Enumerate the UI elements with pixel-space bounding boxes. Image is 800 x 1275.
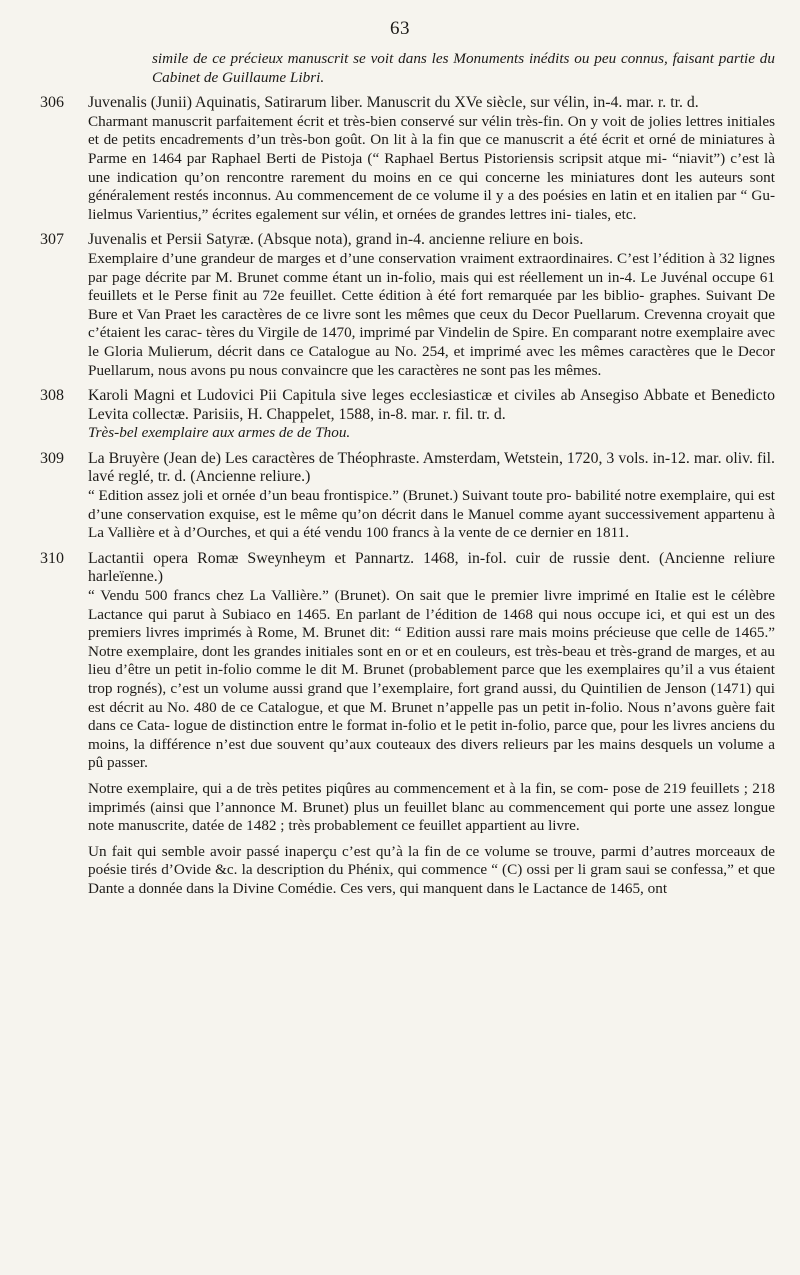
entry-heading [40,387,775,424]
entry-title: Juvenalis et Persii Satyræ. (Absque nota), grand in-4. ancienne reliure en bois. [88,231,584,249]
entry-number: 306 [40,94,64,112]
entry-title: La Bruyère (Jean de) Les caractères de Théophraste. Amsterdam, Wetstein, 1720, 3 vols. in-12. mar. oliv. fil. lavé reglé, tr. d. (Ancienne reliure.) [88,449,775,486]
entry-title: Juvenalis (Junii) Aquinatis, Satirarum liber. Manuscrit du XVe siècle, sur vélin, in-4. mar. r. tr. d. [88,94,699,112]
entry-title: Lactantii opera Romæ Sweynheym et Pannartz. 1468, in-fol. cuir de russie dent. (Ancienne reliure harleïenne.) [88,549,775,586]
catalogue-entry-309 [40,450,775,543]
entry-heading [40,94,775,113]
entry-description: “ Edition assez joli et ornée d’un beau frontispice.” (Brunet.) Suivant toute pro- babilité notre exemplaire, qui est d’une conservation exquise, est le même qu’on décrit dans le Manuel comme ayant successivement appartenu à La Vallière et à d’Ourches, et qui a été vendu 100 francs à la vente de ce dernier en 1811. [88,487,775,542]
entry-description: Notre exemplaire, qui a de très petites piqûres au commencement et à la fin, se com- pose de 219 feuillets ; 218 imprimés (ainsi que l’annonce M. Brunet) plus un feuillet blanc au commencement qui porte une assez longue note manuscrite, datée de 1482 ; très probablement ce feuillet appartient au livre. [88,779,775,835]
intro-paragraph: simile de ce précieux manuscrit se voit dans les Monuments inédits ou peu connus, faisant partie du Cabinet de Guillaume Libri. [152,50,775,86]
entry-number: 308 [40,387,64,405]
entry-description: Très-bel exemplaire aux armes de de Thou. [88,424,351,442]
entry-number: 309 [40,449,64,467]
catalogue-entry-306 [40,94,775,224]
entry-number: 307 [40,231,64,249]
catalogue-entry-307 [40,231,775,380]
entry-heading [40,450,775,487]
entry-title: Karoli Magni et Ludovici Pii Capitula sive leges ecclesiasticæ et civiles ab Ansegiso Abbate et Benedicto Levita collectæ. Parisiis, H. Chappelet, 1588, in-8. mar. r. fil. tr. d. [88,387,775,423]
catalogue-entry-310 [40,550,775,899]
entry-description: Un fait qui semble avoir passé inaperçu c’est qu’à la fin de ce volume se trouve, parmi d’autres morceaux de poésie tirés d’Ovide &c. la description du Phénix, qui commence “ (C) ossi per li gram saui se confessa,” et que Dante a donnée dans la Divine Comédie. Ces vers, qui manquent dans le Lactance de 1465, ont [88,842,775,897]
catalogue-page [40,50,775,906]
entry-description: Charmant manuscrit parfaitement écrit et très-bien conservé sur vélin très-fin. On y voit de jolies lettres initiales et de petits encadrements d’un très-bon goût. On lit à la fin que ce manuscrit a été écrit et orné de miniatures à Parme en 1464 par Raphael Berti de Pistoja (“ Raphael Bertus Pistoriensis scripsit atque mi- “niavit”) c’est là une indication qu’on rencontre rarement du moins en ce qui concerne les miniatures dont les auteurs sont généralement restés inconnus. Au commencement de ce volume il y a des poésies en latin et en italien par “ Gu- lielmus Varientius,” écrites egalement sur vélin, et ornées de grandes lettres ini- tiales, etc. [88,112,775,223]
entry-heading [40,231,775,250]
entry-number: 310 [40,549,64,567]
entry-description: Exemplaire d’une grandeur de marges et d’une conservation vraiment extraordinaires. C’est l’édition à 32 lignes par page décrite par M. Brunet comme étant un in-folio, mais qui est réellement un in-4. Le Juvénal occupe 61 feuillets et le Perse finit au 72e feuillet. Cette édition à été fort remarquée par les biblio- graphes. Suivant De Bure et Van Praet les caractères de ce livre sont les mêmes que ceux du Decor Puellarum. Crevenna croyait que c’étaient les carac- tères du Virgile de 1470, imprimé par Vindelin de Spire. En comparant notre exemplaire avec le Gloria Mulierum, décrit dans ce Catalogue au No. 254, et imprimé avec les mêmes caractères que le Decor Puellarum, nous avons pu nous convaincre que les caractères ne sont pas les mêmes. [88,249,775,379]
catalogue-entry-308 [40,387,775,443]
entry-description: “ Vendu 500 francs chez La Vallière.” (Brunet). On sait que le premier livre imprimé en Italie est le célèbre Lactance qui parut à Subiaco en 1465. En parlant de l’édition de 1468 qui nous occupe ici, et qui est un des premiers livres imprimés à Rome, M. Brunet dit: “ Edition aussi rare mais moins précieuse que celle de 1465.” Notre exemplaire, dont les grandes initiales sont en or et en couleurs, est très-beau et très-grand de marges, et au lieu d’être un petit in-folio comme le dit M. Brunet (probablement parce que les exemplaires qu’il a vus étaient trop rognés), c’est un volume aussi grand que l’exemplaire, fort grand aussi, du Quintilien de Jenson (1471) qui est décrit au No. 480 de ce Catalogue, et que M. Brunet n’appelle pas un petit in-folio. Nous n’avons guère fait dans ce Cata- logue de distinction entre le format in-folio et le petit in-folio, parce que, pour les livres anciens du moins, la différence n’est due souvent qu’aux couteaux des divers relieurs par les mains desquels un volume a pû passer. [88,587,775,772]
entry-heading [40,550,775,587]
page-number: 63 [390,18,410,39]
